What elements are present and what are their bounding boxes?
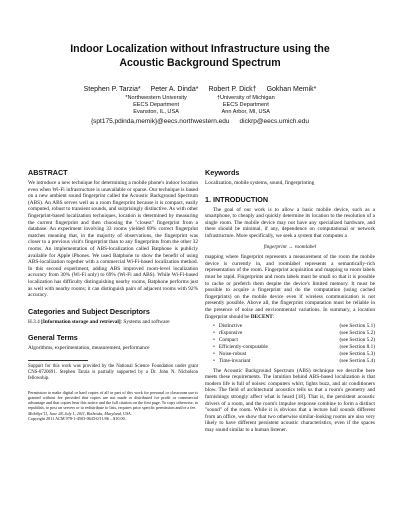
mapping-formula: fingerprint → roomlabel [263,243,317,250]
list-item-ref: (see Section 5.3) [339,350,375,357]
title-line-2: Acoustic Background Spectrum [119,57,281,69]
affiliation-line: Evanston, IL, USA [133,109,179,115]
author-names [20,85,380,94]
general-terms-section [28,333,198,352]
categories-text [28,319,198,326]
decent-acronym: DECENT [250,313,273,320]
bullet-icon: • [213,330,215,336]
bullet-icon: • [213,357,215,364]
list-item-label: Compact [218,336,238,343]
categories-section [28,307,198,326]
list-item [213,337,375,344]
intro-paragraph-2 [205,254,375,320]
list-item-label: Noise-robust [218,350,247,357]
author-emails [20,117,380,126]
author-block [20,85,380,126]
affiliation-line: EECS Department [222,102,269,108]
category-rest: : Systems and software [120,318,170,325]
affiliation-line: Ann Arbor, MI, USA [221,109,271,115]
bullet-icon: • [213,350,215,357]
affiliation-line: EECS Department [133,102,180,108]
list-item-ref: (see Section 5.2) [339,336,375,343]
keywords-heading: Keywords [205,168,240,177]
author-name: Peter A. Dinda* [150,86,199,93]
intro-paragraph-3: The Acoustic Background Spectrum (ABS) technique we describe here meets these requirements. The intuition behind ABS-based localization is that modern life is full of noises: computers whirr, lights buzz, and air conditioners blow. The field of architectural acoustics tells us that a room's geometry and furnishings strongly affect what is heard [18]. That is, the persistent acoustic drivers of a room, and the room's impulse response combine to form a distinct "sound" of the room. While it is obvious that a lecture hall sounds different from an office, we show that two otherwise similar-looking rooms are also very likely to have different persistent acoustic characteristics, even if the spaces may sound similar to a human listener. [205,367,375,433]
list-item [213,323,375,330]
paper-title [20,42,380,70]
left-column [28,168,198,421]
abstract-text: We introduce a new technique for determining a mobile phone's indoor location even when Wi-Fi infrastructure is unavailable or sparse. Our technique is based on a new ambient sound fingerprint called the Acoustic Background Spectrum (ABS). An ABS serves well as a room fingerprint because it is compact, easily computed, robust to transient sounds, and surprisingly distinctive. As with other fingerprint-based localization techniques, location is determined by measuring the current fingerprint and then choosing the "closest" fingerprint from a database. An experiment involving 33 rooms yielded 69% correct fingerprint matches meaning that, in the majority of observations, the fingerprint was closer to a previous visit's fingerprint than to any fingerprints from the other 32 rooms. An implementation of ABS-localization called Batphone is publicly available for Apple iPhones. We used Batphone to show the benefit of using ABS-localization together with a commercial Wi-Fi-based localization method. In this second experiment, adding ABS improved room-level localization accuracy from 30% (Wi-Fi only) to 69% (Wi-Fi and ABS). While Wi-Fi-based localization has difficulty distinguishing nearby rooms, Batphone performs just as well with nearby rooms; it can distinguish pairs of adjacent rooms with 92% accuracy. [28,180,198,299]
intro-paragraph-1: The goal of our work is to allow a basic mobile device, such as a smartphone, to cheaply and quickly determine its location to the resolution of a single room. The mobile device may not have any specialized hardware, and there should be minimal, if any, dependence on computational or network infrastructure. More specifically, we seek a system that computes a [205,206,375,239]
general-terms-heading: General Terms [28,333,78,343]
right-column [205,168,375,433]
email-michigan: dickrp@eecs.umich.edu [239,118,309,125]
list-item-label: Distinctive [218,323,243,330]
intro-colon: : [272,313,275,320]
keywords-text: Localization, mobile systems, sound, fingerprinting [205,180,315,186]
affiliation-michigan [217,95,275,116]
introduction-heading: 1. INTRODUCTION [205,194,269,204]
list-item-label: rEsponsive [218,330,243,336]
decent-list [205,323,375,364]
list-item-ref: (see Section 5.2) [339,330,375,336]
author-name: Stephen P. Tarzia* [83,86,141,93]
title-line-1: Indoor Localization without Infrastructure using the [70,43,330,55]
author-name: Gokhan Memik* [266,86,317,93]
affiliations [20,95,380,116]
funding-footnote: Support for this work was provided by the National Science Foundation under grant CNS-0720691. Stephen Tarzia is partially supported by a Dr. John N. Nicholson fellowship. [28,363,198,381]
list-item [213,351,375,358]
affiliation-line: †University of Michigan [216,95,275,101]
list-item [213,344,375,351]
general-terms-text: Algorithms, experimentation, measurement, performance [28,345,150,352]
affiliation-northwestern [125,95,187,116]
venue-text: MobiSys'11, June 28–July 1, 2011, Bethesda, Maryland, USA. [28,410,132,416]
list-item-ref: (see Section 5.4) [339,357,375,364]
introduction-section [205,195,375,434]
bullet-icon: • [213,323,215,330]
intro-paragraph-2-text: mapping where fingerprint represents a measurement of the room the mobile device is currently in, and roomlabel represents a semantically-rich representation of the room. Fingerprint acquisition and mapping to room labels must be rapid. Fingerprints and room labels must be small so that it is possible to cache or prefetch them despite the device's limited memory. It must be possible to acquire a fingerprint and do the computation (using cached fingerprints) on the mobile device even if wireless communication is not presently possible. Above all, the fingerprint computation must be reliable in the presence of noise and environmental variations. In summary, a location fingerprint should be [205,254,375,320]
list-item-ref: (see Section 8.1) [339,343,375,350]
email-northwestern: {spt175,pdinda,memik}@eecs.northwestern.edu [91,118,230,125]
list-item [213,358,375,365]
category-bold: [Information storage and retrieval] [41,318,121,325]
bullet-icon: • [213,343,215,350]
copyright-text: Copyright 2011 ACM 978-1-4503-0643-0/11/06 ...$10.00. [28,415,126,421]
list-item-ref: (see Section 5.1) [339,323,375,330]
abstract-heading: ABSTRACT [28,168,68,177]
permission-text: Permission to make digital or hard copies of all or part of this work for personal or classroom use is granted without fee provided that copies are not made or distributed for profit or commercial advantage and that copies bear this notice and the full citation on the first page. To copy otherwise, to republish, to post on servers or to redistribute to lists, requires prior specific permission and/or a fee. [28,389,198,411]
permission-block [28,390,198,421]
footnote-divider [28,360,88,361]
category-code: H.3.4 [28,318,42,325]
list-item-label: Time-invariant [218,357,251,364]
author-name: Robert P. Dick† [208,86,257,93]
list-item [213,330,375,337]
categories-heading: Categories and Subject Descriptors [28,306,150,316]
list-item-label: Efficiently-computable [218,343,268,350]
affiliation-line: *Northwestern University [125,95,187,101]
bullet-icon: • [213,336,215,343]
